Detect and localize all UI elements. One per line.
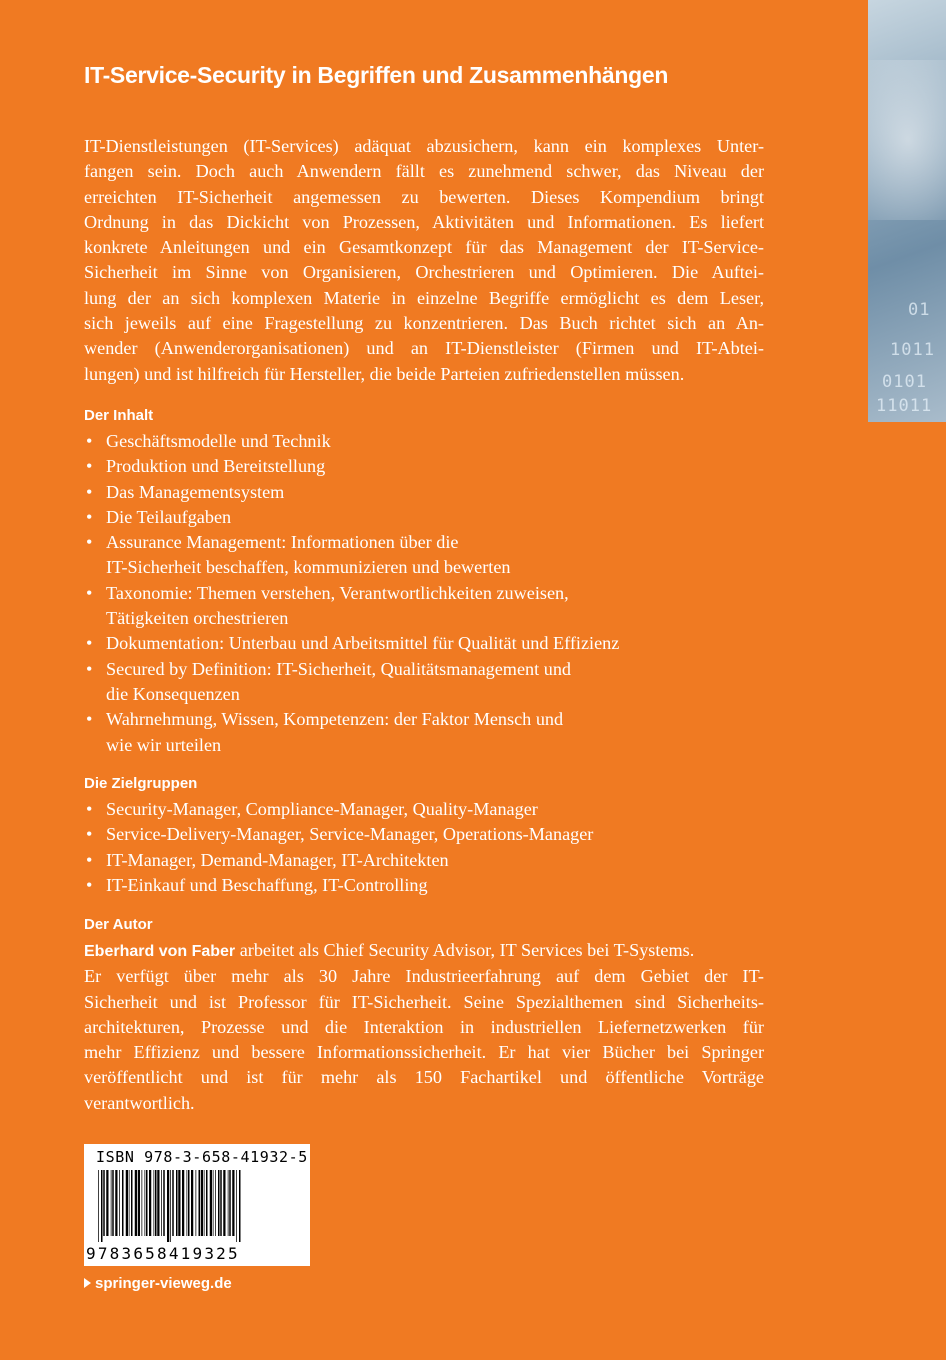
barcode-digits: 9783658419325 bbox=[86, 1244, 240, 1263]
barcode-bar bbox=[187, 1170, 188, 1236]
bullet-icon: • bbox=[86, 506, 93, 527]
bullet-icon: • bbox=[86, 431, 93, 451]
barcode-bar bbox=[111, 1170, 112, 1236]
audience-item-line: Security-Manager, Compliance-Manager, Quality-Manager bbox=[106, 799, 538, 819]
barcode-bar bbox=[213, 1170, 214, 1236]
barcode-bar bbox=[161, 1170, 162, 1236]
barcode-bar bbox=[145, 1170, 146, 1236]
barcode-bar bbox=[119, 1170, 120, 1236]
barcode-bar bbox=[223, 1170, 225, 1236]
contents-item bbox=[84, 480, 784, 505]
publisher-website[interactable] bbox=[84, 1275, 232, 1292]
barcode-bar bbox=[215, 1170, 216, 1236]
author-bio-line: Er verfügt über mehr als 30 Jahre Industrieerfahrung auf dem Gebiet der IT- bbox=[84, 966, 764, 987]
contents-list bbox=[84, 429, 784, 758]
barcode-bar bbox=[142, 1170, 143, 1236]
barcode-bar bbox=[229, 1170, 231, 1236]
barcode-bar bbox=[218, 1170, 220, 1236]
intro-line: Ordnung in das Dickicht von Prozessen, Aktivitäten und Informationen. Es liefert bbox=[84, 211, 764, 232]
barcode-bar bbox=[157, 1170, 159, 1236]
barcode-bar bbox=[182, 1170, 184, 1236]
book-title: IT-Service-Security in Begriffen und Zusammenhängen bbox=[84, 62, 669, 88]
barcode-bar bbox=[163, 1170, 165, 1236]
photo-binary-text: 0101 bbox=[882, 372, 927, 392]
barcode-bar bbox=[154, 1170, 155, 1236]
bullet-icon: • bbox=[86, 824, 93, 845]
barcode-bar bbox=[188, 1170, 190, 1236]
bullet-icon: • bbox=[86, 456, 93, 477]
barcode-bar bbox=[138, 1170, 140, 1236]
barcode-bar bbox=[135, 1170, 137, 1236]
author-bio-line: verantwortlich. bbox=[84, 1092, 195, 1113]
barcode-bar bbox=[98, 1170, 99, 1242]
bullet-icon: • bbox=[86, 532, 93, 553]
contents-item bbox=[84, 454, 784, 479]
website-text: springer-vieweg.de bbox=[95, 1275, 232, 1292]
contents-item-line: Dokumentation: Unterbau und Arbeitsmittel für Qualität und Effizienz bbox=[106, 633, 620, 654]
contents-item-line: wie wir urteilen bbox=[106, 734, 222, 755]
author-bio-line: veröffentlicht und ist für mehr als 150 Fachartikel und öffentliche Vorträge bbox=[84, 1067, 764, 1088]
barcode-bars bbox=[96, 1170, 298, 1242]
photo-glow bbox=[868, 60, 946, 220]
barcode-bar bbox=[210, 1170, 212, 1236]
author-bio bbox=[84, 964, 764, 1116]
author-name: Eberhard von Faber bbox=[84, 943, 236, 960]
audience-item-line: IT-Einkauf und Beschaffung, IT-Controlling bbox=[106, 874, 428, 895]
barcode-bar bbox=[172, 1170, 174, 1236]
contents-item bbox=[84, 505, 784, 530]
barcode-bar bbox=[236, 1170, 237, 1242]
isbn-text: ISBN 978-3-658-41932-5 bbox=[96, 1148, 308, 1166]
contents-item-line: Geschäftsmodelle und Technik bbox=[106, 431, 331, 451]
intro-line: lungen) und ist hilfreich für Hersteller, die beide Parteien zufriedenstellen müssen. bbox=[84, 363, 685, 384]
contents-item bbox=[84, 707, 784, 758]
barcode-bar bbox=[196, 1170, 197, 1236]
contents-item-line: die Konsequenzen bbox=[106, 683, 240, 704]
barcode-bar bbox=[112, 1170, 114, 1236]
audience-item-line: IT-Manager, Demand-Manager, IT-Architekten bbox=[106, 849, 449, 870]
intro-line: wender (Anwenderorganisationen) und an IT-Dienstleister (Firmen und IT-Abtei- bbox=[84, 338, 764, 359]
contents-item-line: IT-Sicherheit beschaffen, kommunizieren und bewerten bbox=[106, 557, 511, 578]
contents-item-line: Tätigkeiten orchestrieren bbox=[106, 608, 289, 629]
author-paragraph bbox=[84, 938, 764, 1116]
contents-item-line: Secured by Definition: IT-Sicherheit, Qualitätsmanagement und bbox=[106, 658, 572, 679]
contents-item-line: Produktion und Bereitstellung bbox=[106, 456, 326, 477]
arrow-right-icon bbox=[84, 1278, 91, 1288]
intro-line: fangen sein. Doch auch Anwendern fällt es zunehmend schwer, das Niveau der bbox=[84, 161, 764, 182]
audience-item bbox=[84, 797, 784, 822]
barcode-bar bbox=[131, 1170, 133, 1236]
contents-item-line: Die Teilaufgaben bbox=[106, 506, 232, 527]
intro-line: erreichten IT-Sicherheit angemessen zu bewerten. Dieses Kompendium bringt bbox=[84, 186, 764, 207]
barcode-bar bbox=[146, 1170, 148, 1236]
author-first-line: arbeitet als Chief Security Advisor, IT Services bei T-Systems. bbox=[235, 940, 695, 960]
barcode-bar bbox=[199, 1170, 201, 1236]
barcode-bar bbox=[191, 1170, 193, 1236]
audience-item bbox=[84, 822, 784, 847]
barcode-bar bbox=[220, 1170, 222, 1236]
intro-line: IT-Dienstleistungen (IT-Services) adäquat abzusichern, kann ein komplexes Unter- bbox=[84, 136, 764, 156]
barcode-bar bbox=[204, 1170, 205, 1236]
bullet-icon: • bbox=[86, 874, 93, 895]
intro-line: sich jeweils auf eine Fragestellung zu konzentrieren. Das Buch richtet sich an An- bbox=[84, 313, 764, 334]
cover-photo-strip bbox=[868, 0, 946, 422]
photo-binary-text: 1011 bbox=[890, 340, 935, 360]
barcode-bar bbox=[178, 1170, 180, 1236]
barcode-bar bbox=[106, 1170, 108, 1236]
barcode-bar bbox=[122, 1170, 124, 1236]
contents-item bbox=[84, 429, 784, 454]
bullet-icon: • bbox=[86, 799, 93, 819]
isbn-barcode bbox=[84, 1144, 310, 1266]
barcode-bar bbox=[115, 1170, 117, 1236]
author-bio-line: mehr Effizienz und bessere Informationssicherheit. Er hat vier Bücher bei Springer bbox=[84, 1042, 764, 1063]
contents-item bbox=[84, 657, 784, 708]
audience-list bbox=[84, 797, 784, 898]
contents-item bbox=[84, 530, 784, 581]
photo-binary-text: 11011 bbox=[876, 396, 933, 416]
intro-paragraph bbox=[84, 134, 764, 387]
intro-line: lung der an sich komplexen Materie in einzelne Begriffe ermöglicht es dem Leser, bbox=[84, 287, 764, 308]
bullet-icon: • bbox=[86, 709, 93, 730]
intro-line: konkrete Anleitungen und ein Gesamtkonzept für das Management der IT-Service- bbox=[84, 237, 764, 258]
contents-item bbox=[84, 631, 784, 656]
contents-item-line: Assurance Management: Informationen über die bbox=[106, 532, 459, 553]
audience-item bbox=[84, 848, 784, 873]
bullet-icon: • bbox=[86, 481, 93, 502]
barcode-bar bbox=[129, 1170, 130, 1236]
intro-line: Sicherheit im Sinne von Organisieren, Orchestrieren und Optimieren. Die Auftei- bbox=[84, 262, 764, 283]
contents-item-line: Taxonomie: Themen verstehen, Verantwortlichkeiten zuweisen, bbox=[106, 582, 569, 603]
author-bio-line: architekturen, Prozesse und die Interaktion in industriellen Liefernetzwerken für bbox=[84, 1016, 764, 1037]
author-heading: Der Autor bbox=[84, 916, 153, 933]
barcode-bar bbox=[176, 1170, 178, 1236]
audience-heading: Die Zielgruppen bbox=[84, 775, 198, 792]
barcode-bar bbox=[206, 1170, 208, 1236]
barcode-bar bbox=[149, 1170, 151, 1236]
contents-heading: Der Inhalt bbox=[84, 407, 154, 424]
audience-item-line: Service-Delivery-Manager, Service-Manager, Operations-Manager bbox=[106, 824, 594, 845]
barcode-bar bbox=[170, 1170, 171, 1242]
contents-item-line: Wahrnehmung, Wissen, Kompetenzen: der Faktor Mensch und bbox=[106, 709, 564, 730]
photo-binary-text: 01 bbox=[908, 300, 931, 320]
barcode-bar bbox=[201, 1170, 203, 1236]
barcode-bar bbox=[155, 1170, 157, 1236]
barcode-bar bbox=[239, 1170, 241, 1242]
barcode-bar bbox=[103, 1170, 105, 1236]
contents-item-line: Das Managementsystem bbox=[106, 481, 285, 502]
barcode-bar bbox=[126, 1170, 128, 1236]
audience-item bbox=[84, 873, 784, 898]
bullet-icon: • bbox=[86, 633, 93, 654]
barcode-bar bbox=[232, 1170, 234, 1236]
bullet-icon: • bbox=[86, 849, 93, 870]
contents-item bbox=[84, 581, 784, 632]
bullet-icon: • bbox=[86, 658, 93, 679]
author-bio-line: Sicherheit und ist Professor für IT-Sicherheit. Seine Spezialthemen sind Sicherheits- bbox=[84, 991, 764, 1012]
bullet-icon: • bbox=[86, 582, 93, 603]
barcode-bar bbox=[101, 1170, 103, 1242]
barcode-bar bbox=[228, 1170, 229, 1236]
barcode-bar bbox=[167, 1170, 169, 1242]
